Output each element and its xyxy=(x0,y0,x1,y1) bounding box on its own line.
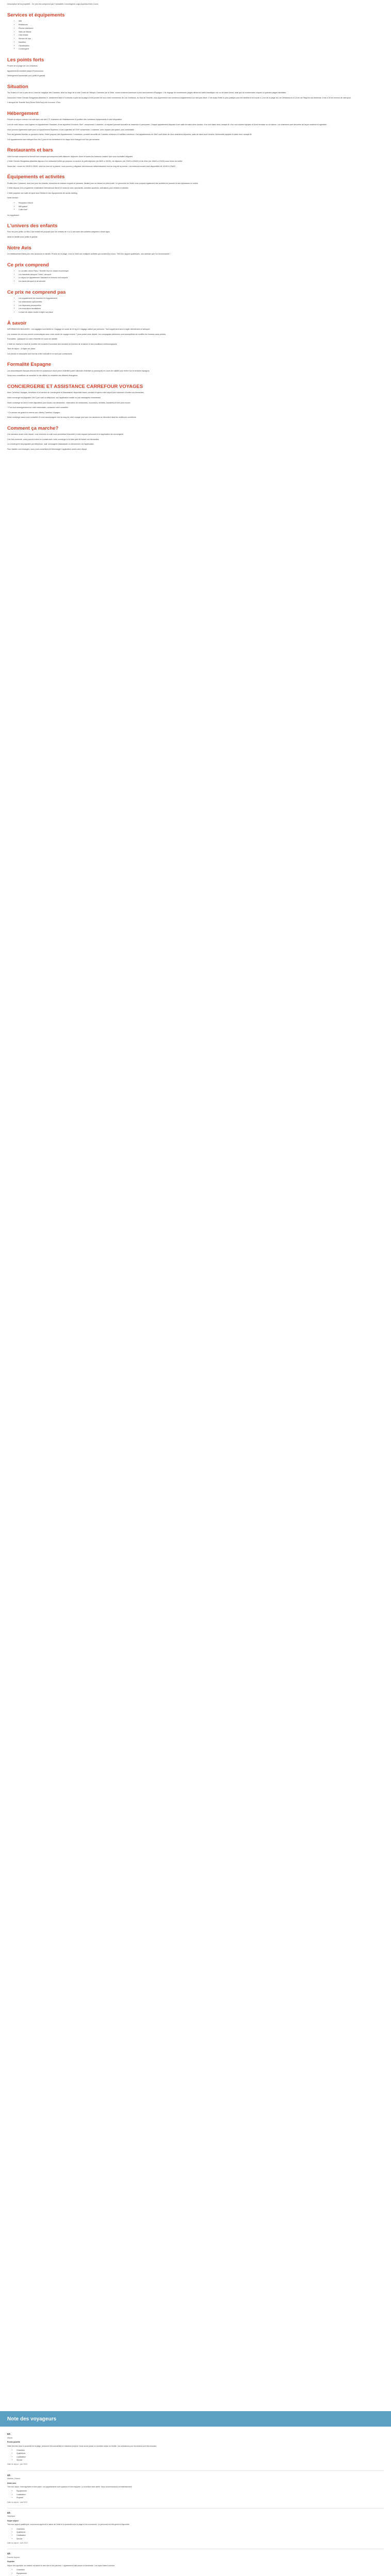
equipements-list xyxy=(19,202,384,212)
review-author: Stéphane xyxy=(7,2515,15,2518)
paragraph: Idéal en famille avec petits et grands. xyxy=(7,236,38,239)
list-item: • Chambres xyxy=(17,2528,384,2531)
comment-title: Comment ça marche? xyxy=(7,425,59,431)
review-score: 4/5 xyxy=(7,2552,10,2555)
avis-section xyxy=(7,245,384,256)
review-date: Date du séjour : mai 2023 xyxy=(7,2501,27,2503)
paragraph: Découvrez l'hôtel Checkin Bungalows Atlantida 3*, idéalement situé à 5 minutes à pied de la plage et très proche de tous notre commerces de Los Cristianos, au Sud de Tenerife, vous apprécierez ses nombreux équipements à un tarif pas élevé. C'est aussi l'hôtel le plus pratique pour les familles et se trouve à 1 km de la plage de Los Cristianos et à 3,5 km de Playa de las Américas. Il est à 15 km environ de l'aéroport. xyxy=(7,96,351,99)
services-title: Services et équipements xyxy=(7,12,65,18)
equipements-title: Équipements et activités xyxy=(7,174,65,180)
compris-section xyxy=(7,262,384,283)
paragraph: Avec Carrefour Voyages, bénéficiez d'un service de conciergerie et d'assistance disponible avant, pendant et après votre séjour pour répondre à toutes vos demandes. xyxy=(7,392,144,394)
paragraph: Notre concierge se tient à votre disposition pour toutes vos demandes : réservation de restaurants, excursions, activités, transferts et bien plus encore. xyxy=(7,401,131,404)
list-item: • Qualité/prix xyxy=(17,2531,384,2534)
review-tags-list xyxy=(17,2528,384,2541)
compris-title: Ce prix comprend xyxy=(7,262,49,268)
paragraph: INFORMATION BAGAGES : Les bagages sont limités à 1 bagage en soute de 20 kg et 1 bagage cabine par personne. Tout supplément sera à régler directement à l'aéroport. xyxy=(7,328,151,331)
review-tag: Super séjour xyxy=(7,2519,19,2522)
list-item: • Équipements xyxy=(17,2572,384,2575)
review-author: Famille Dupont xyxy=(7,2556,20,2558)
list-item: • Restaurant xyxy=(19,24,384,27)
enfants-title: L'univers des enfants xyxy=(7,223,58,229)
non-compris-section xyxy=(7,290,384,314)
paragraph: * Ce service est gratuit et réservé aux clients Carrefour Voyages. xyxy=(7,411,61,414)
list-item: • Qualité/prix xyxy=(17,2452,384,2455)
paragraph: Profitez des 3 piscines, dont une pour les enfants, entourées de chaises longues et parasols, idéales pour se relaxer en plein soleil. Le personnel de l'hôtel vous propose également des activités en journée et des spectacles en soirée. xyxy=(7,182,199,184)
intro-text: Description de la propriété - Ce prix est comprend par Formalités Conciergerie Logo Aqueduct Airs Conci. xyxy=(7,3,99,5)
enfants-section xyxy=(7,223,384,239)
formalites-section xyxy=(7,362,384,378)
review-tag: Points positifs xyxy=(7,2441,20,2444)
list-item: • Localisation xyxy=(17,2456,384,2459)
review-body: Très bon séjour, hôtel agréable et bien placé. Les appartements sont spacieux et bien équipés. La nourriture était variée. Nous recommandons cet établissement. xyxy=(7,2486,133,2488)
review-tags-list xyxy=(17,2449,384,2462)
restaurants-section xyxy=(7,147,384,168)
main-content xyxy=(0,0,391,451)
conciergerie-section xyxy=(7,384,384,419)
paragraph: Notre concierge saura vous conseiller et vous accompagner tout au long de votre voyage pour que vos vacances se déroulent dans les meilleures conditions. xyxy=(7,416,137,419)
a-savoir-section xyxy=(7,320,384,356)
review-body: Hôtel très bien situé à proximité de la plage, personnel très accueillant et chambres propres. Nous avons passé un excellent séjour en famille. Les animations pour les enfants sont très réussies. xyxy=(7,2445,157,2447)
list-item: • Chambres xyxy=(17,2569,384,2571)
paragraph: Snack-bar : ouvert de 10h30 à 23h00, situé au bord de la piscine, vous pourrez y déguster des boissons rafraîchissantes tout au long de la journée. Les boissons locales sont disponibles de 10h30 à 23h00. xyxy=(7,165,176,167)
services-list xyxy=(19,20,384,51)
situation-title: Situation xyxy=(7,83,28,90)
list-item: • Salle de fitness xyxy=(19,31,384,34)
points-forts-line: Appartements meublés jusqu'à 5 personnes xyxy=(7,70,44,72)
review-date: Date du séjour : avril 2023 xyxy=(7,2542,28,2545)
paragraph: Les appartements sont nettoyés tous les 2 jours et les serviettes et les draps sont changés une fois par semaine. xyxy=(7,138,100,141)
hebergement-section xyxy=(7,111,384,141)
review-item xyxy=(7,2430,384,2471)
paragraph: Pour les grandes familles ou groupes d'amis, l'hôtel propose des Appartements 2 chambres, pouvant accueillir de 2 adultes minimum à 5 adultes maximum. Ces appartements de 45m² sont dotés de deux chambres séparées, salle de bains avec douche, kitchenette équipée et salon avec canapé-lit. xyxy=(7,133,252,136)
review-item xyxy=(7,2471,384,2509)
list-item: • Service xyxy=(17,2459,384,2462)
list-item: • Chambres xyxy=(17,2449,384,2452)
paragraph: * Pour tout renseignement sur votre réservation, contactez votre conseiller. xyxy=(7,406,69,409)
list-item: • Climatisation xyxy=(19,45,384,48)
paragraph: Formalités : passeport ou carte d'identité en cours de validité. xyxy=(7,338,58,341)
list-item: • Les suppléments de chambre et d'appartement xyxy=(19,297,384,300)
paragraph: L'aéroport de Tenerife Sud (Reina Sofia Sud) est à environ 17km. xyxy=(7,101,61,104)
points-forts-line: Hébergement accessible pour petits et grands xyxy=(7,75,45,77)
list-item: • Coffre-fort* xyxy=(19,209,384,212)
equipements-section xyxy=(7,174,384,217)
situation-section xyxy=(7,84,384,105)
review-list xyxy=(0,2427,391,2576)
avis-title: Notre Avis xyxy=(7,245,31,251)
review-date: Date du séjour : juin 2023 xyxy=(7,2463,27,2466)
reviews-section xyxy=(0,2411,391,2576)
compris-list xyxy=(19,270,384,283)
paragraph: Lors de votre séjour, vous logerez en Appartement Standard, d'une superficie d'environ 25m², comprenant 1 chambre, un espace pouvant accueillir au maximum 4 personnes. Chaque appartement dispose d'une salle de bains avec douche, d'un coin salon avec canapé-lit, d'un coin cuisine équipée et d'une terrasse ou un balcon. Les chambres sont décorées de façon moderne et agréable. xyxy=(7,123,328,126)
paragraph: Pour faciliter vos échanges, nous vous conseillons de télécharger l'application avant votre départ. xyxy=(7,448,87,450)
review-tags-list xyxy=(17,2569,384,2576)
paragraph: Votre concierge est joignable 24h/7j par mail ou téléphone, via l'application mobile ou par messagerie instantanée. xyxy=(7,396,101,399)
list-item: • Localisation xyxy=(17,2494,384,2496)
paragraph: Une semaine avant votre départ, vous recevrez un mail vous permettant d'accéder à votre espace personnel et à l'application de conciergerie. xyxy=(7,433,124,436)
list-item: • Conciergerie xyxy=(19,48,384,51)
formalites-title: Formalité Espagne xyxy=(7,362,51,368)
paragraph: Les ressortissants français devront être en possession d'une pièce d'identité (carte nationale d'identité ou passeport) en cours de validité pour entrer sur le territoire espagnol. xyxy=(7,369,150,372)
list-item: • Propreté xyxy=(17,2497,384,2499)
list-item: • Réception 24h/24 xyxy=(19,202,384,205)
paragraph: L'hôtel Checkin Bungalows Atlantida dispose d'un restaurant buffet qui propose un service de petit-déjeuner (de 8h00 à 10h30), de déjeuner (de 13h00 à 15h00) et de dîner (de 19h00 à 21h30) sous forme de buffet. xyxy=(7,160,183,163)
paragraph: L'hôtel se réserve le droit de modifier les horaires d'ouverture des services en fonction de la saison et des conditions météorologiques. xyxy=(7,343,118,345)
restaurants-title: Restaurants et bars xyxy=(7,147,53,154)
review-tags-list xyxy=(17,2490,384,2499)
list-item: • Les transferts aéroport / hôtel / aéroport xyxy=(19,274,384,277)
points-forts-section xyxy=(7,57,384,78)
review-tag: Superbe xyxy=(7,2561,15,2563)
review-score: 4/5 xyxy=(7,2473,10,2477)
non-compris-title: Ce prix ne comprend pas xyxy=(7,289,66,295)
list-item: • Le vol aller-retour Paris / Tenerife Sud en classe économique xyxy=(19,270,384,273)
paragraph: Votre formule comprend la formule tout compris qui comprend petit-déjeuner, déjeuner, dîner et toutes les boissons locales* que vous souhaitez déguster. xyxy=(7,155,134,158)
paragraph: Les photos et descriptifs sont fournis à titre indicatif et ne sont pas contractuels. xyxy=(7,352,73,355)
points-forts-title: Les points forts xyxy=(7,57,44,63)
review-item xyxy=(7,2509,384,2550)
non-compris-list xyxy=(19,297,384,314)
list-item: • Service xyxy=(17,2538,384,2540)
a-savoir-title: À savoir xyxy=(7,320,27,326)
list-item: • La taxe de séjour locale à régler sur place xyxy=(19,311,384,314)
paragraph: Les horaires de vol vous seront communiqués avec votre carnet de voyage environ 7 jours avant votre départ. Les compagnies aériennes sont susceptibles de modifier les horaires sans préavis. xyxy=(7,333,167,335)
reviews-title: Note des voyageurs xyxy=(7,2416,57,2422)
list-item: • Les excursions facultatives xyxy=(19,308,384,311)
review-item xyxy=(7,2549,384,2576)
list-item: • Les taxes aéroport et de sécurité xyxy=(19,280,384,283)
list-title: Notre service : xyxy=(7,197,20,199)
review-author: Martine, France xyxy=(7,2478,21,2480)
list-item: • Localisation xyxy=(17,2534,384,2537)
paragraph: Pour les plus petits, un Mini-Club enfant est proposé pour les enfants de 4 à 12 ans avec des activités adaptées à leurs âges. xyxy=(7,231,110,233)
review-author: Mayra xyxy=(7,2436,12,2439)
list-item: • Club enfant xyxy=(19,34,384,37)
review-score: 5/5 xyxy=(7,2433,10,2435)
reviews-banner xyxy=(0,2411,391,2427)
paragraph: Taxe de séjour : à régler sur place. xyxy=(7,348,36,350)
paragraph: Vous pourrez également opter pour un Appartement Supérieur, d'une superficie de 37m² comprenant 1 chambre, avec espace plus grand, plus confortable. xyxy=(7,128,135,131)
list-item: • Les dépenses personnelles xyxy=(19,304,384,308)
list-item: • Wifi xyxy=(19,20,384,23)
conciergerie-title: CONCIERGERIE ET ASSISTANCE CARREFOUR VOYAGES xyxy=(7,383,143,389)
list-item: • Navettes xyxy=(19,41,384,44)
services-section xyxy=(7,12,384,51)
list-item: • Les assurances optionnelles xyxy=(19,301,384,304)
paragraph: Nous vous conseillons de consulter le site officiel du ministère des Affaires étrangères. xyxy=(7,375,78,377)
list-item: • Wifi gratuit xyxy=(19,206,384,209)
paragraph: L'hôtel possède une salle de sport avec fitness et des équipements de cardio-training. xyxy=(7,192,78,194)
paragraph: Trio Suites à 5 min à pied de la Corniche magique des Canaries, situé au large de la côte Ouest de l'Afrique. Dominée par le Teide, volcan endormi culminant à plus haut sommet d'Espagne. L'île regorge de nombreuses plages offrant de sable basaltique noir ou de sable blond, ainsi que de nombreuses criques ou grandes plages familiales. xyxy=(7,92,287,94)
paragraph: L'hôtel dispose d'un programme d'animation international diurne et nocturne avec spectacles, activités sportives, animations pour enfants et adultes. xyxy=(7,187,129,190)
review-score: 5/5 xyxy=(7,2511,10,2514)
hebergement-title: Hébergement xyxy=(7,110,39,116)
comment-section xyxy=(7,426,384,451)
review-body: Séjour très agréable, les enfants ont adoré le mini-club et les piscines. L'appartement était propre et fonctionnel. Les repas étaient corrects. xyxy=(7,2565,115,2567)
paragraph: La conciergerie est joignable par téléphone, mail, messagerie instantanée ou directement via l'application. xyxy=(7,443,94,446)
list-item: • Le séjour en Appartement Standard en formule tout compris xyxy=(19,277,384,280)
review-body: Très bon rapport qualité/prix, nous avons apprécié le calme de l'hôtel et la proximité avec la plage et les commerces. Le personnel est très gentil et disponible. xyxy=(7,2523,130,2526)
paragraph: Une fois connecté, vous pourrez entrer en contact avec votre concierge et lui faire part de toutes vos demandes. xyxy=(7,438,100,440)
list-item: • Piscine extérieure xyxy=(19,27,384,30)
list-item: • Service de spa xyxy=(19,38,384,41)
points-forts-line: Proche de la plage de Los Cristianos xyxy=(7,65,38,67)
paragraph: Prévoir un séjour comme il se doit dans une des 171 chambres de l'établissement et profitez des nombreux équipements à votre disposition. xyxy=(7,118,123,121)
footnote: *en supplément xyxy=(7,214,19,216)
list-item: • Équipements xyxy=(17,2490,384,2493)
paragraph: Un établissement idéal pour des vacances en famille. Proche de la plage, c'est un hôtel aux multiples activités qui conviendra à tous. Très bon rapport qualité/prix, une adresse que l'on recommande ! xyxy=(7,252,171,255)
review-tag: Notre avis xyxy=(7,2482,17,2484)
